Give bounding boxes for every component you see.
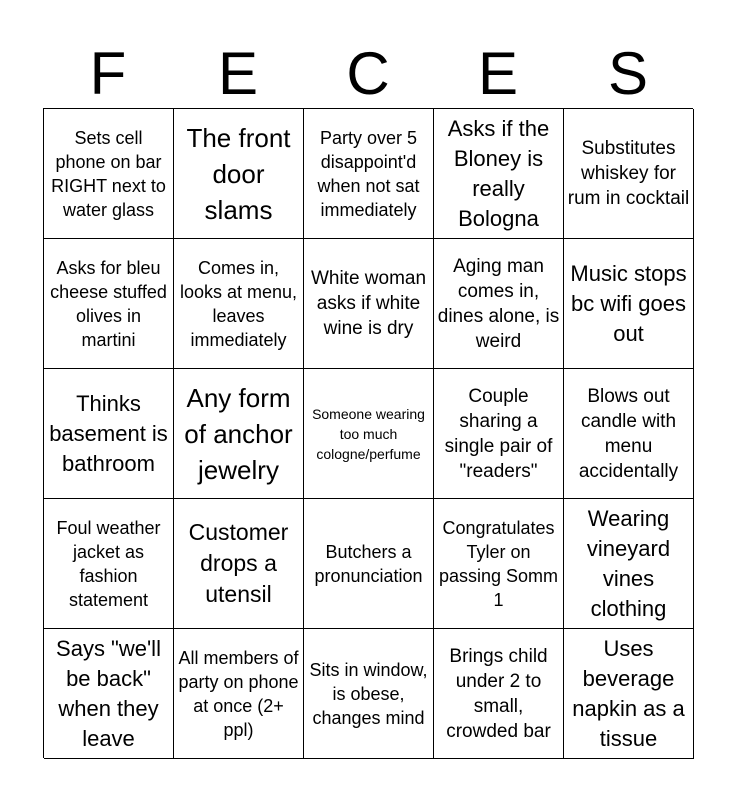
cell-text: Blows out candle with menu accidentally: [578, 385, 679, 482]
cell-text: Brings child under 2 to small, crowded bar: [446, 645, 551, 742]
cell-text: Music stops bc wifi goes out: [570, 260, 687, 346]
cell-text: Comes in, looks at menu, leaves immediately: [179, 257, 298, 350]
cell-text: Couple sharing a single pair of "readers": [444, 385, 553, 482]
cell-text: Sits in window, is obese, changes mind: [309, 659, 428, 728]
header-letter-e-2: E: [477, 40, 519, 107]
cell-text: Butchers a pronunciation: [314, 541, 423, 586]
bingo-cell-r5c2[interactable]: [174, 629, 304, 759]
bingo-cell-r2c1[interactable]: [44, 239, 174, 369]
bingo-cell-r4c2[interactable]: [174, 499, 304, 629]
bingo-cell-r4c1[interactable]: [44, 499, 174, 629]
bingo-cell-r1c5[interactable]: [564, 109, 694, 239]
bingo-board: [43, 108, 693, 758]
bingo-cell-r1c4[interactable]: [434, 109, 564, 239]
cell-text: All members of party on phone at once (2+ ppl): [178, 647, 299, 740]
bingo-cell-r4c4[interactable]: [434, 499, 564, 629]
header-letter-e: E: [217, 40, 259, 107]
cell-text: Asks if the Bloney is really Bologna: [447, 115, 550, 231]
bingo-cell-r5c4[interactable]: [434, 629, 564, 759]
bingo-cell-r2c2[interactable]: [174, 239, 304, 369]
bingo-cell-r5c3[interactable]: [304, 629, 434, 759]
cell-text: Foul weather jacket as fashion statement: [56, 517, 161, 610]
cell-text: Congratulates Tyler on passing Somm 1: [438, 517, 559, 610]
cell-text: Says "we'll be back" when they leave: [56, 635, 161, 751]
cell-text: Thinks basement is bathroom: [49, 390, 168, 476]
bingo-cell-r3c5[interactable]: [564, 369, 694, 499]
bingo-cell-r3c3[interactable]: [304, 369, 434, 499]
cell-text: Asks for bleu cheese stuffed olives in martini: [50, 257, 167, 350]
header-letter-f: F: [89, 40, 127, 107]
cell-text: The front door slams: [186, 122, 291, 225]
bingo-cell-r2c4[interactable]: [434, 239, 564, 369]
bingo-cell-r1c3[interactable]: [304, 109, 434, 239]
cell-text: Someone wearing too much cologne/perfume: [312, 405, 425, 462]
cell-text: Customer drops a utensil: [188, 519, 289, 607]
cell-text: Sets cell phone on bar RIGHT next to water glass: [51, 127, 166, 220]
bingo-cell-r5c1[interactable]: [44, 629, 174, 759]
cell-text: Aging man comes in, dines alone, is weird: [437, 255, 560, 352]
cell-text: Substitutes whiskey for rum in cocktail: [567, 138, 690, 209]
bingo-header: [43, 40, 693, 108]
bingo-cell-r5c5[interactable]: [564, 629, 694, 759]
bingo-cell-r2c3[interactable]: [304, 239, 434, 369]
cell-text: Party over 5 disappoint'd when not sat immediately: [317, 127, 420, 220]
bingo-cell-r3c2[interactable]: [174, 369, 304, 499]
header-letter-s: S: [607, 40, 649, 107]
bingo-cell-r3c1[interactable]: [44, 369, 174, 499]
bingo-cell-r2c5[interactable]: [564, 239, 694, 369]
cell-text: White woman asks if white wine is dry: [310, 268, 427, 339]
bingo-cell-r1c1[interactable]: [44, 109, 174, 239]
cell-text: Wearing vineyard vines clothing: [586, 505, 671, 621]
bingo-cell-r3c4[interactable]: [434, 369, 564, 499]
cell-text: Uses beverage napkin as a tissue: [572, 635, 685, 751]
bingo-cell-r1c2[interactable]: [174, 109, 304, 239]
header-letter-c: C: [346, 40, 390, 107]
cell-text: Any form of anchor jewelry: [184, 382, 293, 485]
bingo-cell-r4c3[interactable]: [304, 499, 434, 629]
bingo-cell-r4c5[interactable]: [564, 499, 694, 629]
